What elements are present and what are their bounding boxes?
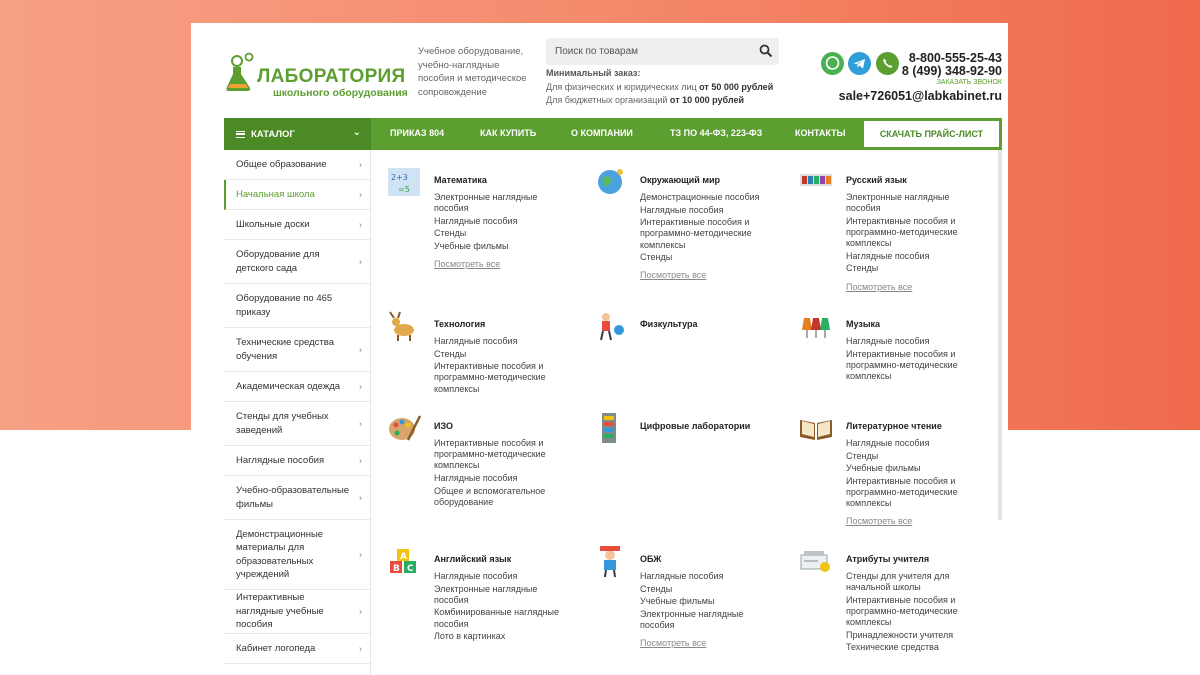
category-link[interactable]: Электронные наглядные пособия: [846, 192, 950, 214]
catalog-sidebar: [224, 150, 371, 675]
safety-kid-icon: [592, 543, 628, 579]
search-input[interactable]: [546, 38, 751, 65]
svg-text:2+3: 2+3: [391, 173, 408, 182]
chevron-right-icon: ›: [359, 417, 362, 428]
phone-number-1[interactable]: 8-800-555-25-43: [908, 51, 1002, 65]
category-pe: [578, 294, 768, 394]
category-math: [372, 150, 562, 300]
nav-item-tz[interactable]: ТЗ ПО 44-ФЗ, 223-ФЗ: [670, 128, 763, 138]
website-screenshot: [191, 23, 1008, 675]
category-link[interactable]: Интерактивные пособия и программно-методические комплексы: [846, 475, 958, 509]
category-link[interactable]: Интерактивные пособия и программно-методические комплексы: [434, 361, 546, 394]
view-all-link[interactable]: Посмотреть все: [640, 270, 707, 281]
nav-item-order-804[interactable]: ПРИКАЗ 804: [390, 128, 445, 138]
sidebar-item-academic-wear[interactable]: [224, 372, 370, 402]
view-all-link[interactable]: Посмотреть все: [640, 638, 707, 649]
chevron-right-icon: ›: [359, 491, 362, 502]
category-title[interactable]: Технология: [434, 319, 486, 329]
category-title[interactable]: ИЗО: [434, 421, 453, 431]
min-order-label: Минимальный заказ:: [546, 68, 641, 78]
chevron-right-icon: ›: [359, 158, 362, 169]
sidebar-item-order-465[interactable]: [224, 284, 370, 328]
category-link[interactable]: Стенды: [434, 348, 467, 359]
sidebar-item-technical-means[interactable]: [224, 328, 370, 372]
sidebar-item-label: Начальная школа: [236, 188, 315, 200]
sidebar-item-stands[interactable]: [224, 402, 370, 446]
category-link[interactable]: Учебные фильмы: [846, 463, 921, 474]
search-icon[interactable]: [759, 44, 773, 58]
lab-rack-icon: [592, 410, 628, 446]
view-all-link[interactable]: Посмотреть все: [434, 259, 501, 270]
category-link[interactable]: Интерактивные пособия и программно-методические комплексы: [434, 438, 546, 471]
letters-icon: [798, 164, 834, 200]
logo-title: ЛАБОРАТОРИЯ: [257, 66, 406, 87]
category-link[interactable]: Стенды: [640, 252, 673, 263]
category-link[interactable]: Общее и вспомогательное оборудование: [434, 485, 546, 507]
chevron-right-icon: ›: [359, 454, 362, 465]
category-link[interactable]: Наглядные пособия: [846, 250, 930, 261]
logo-subtitle: школьного оборудования: [273, 87, 408, 99]
sports-kid-icon: [592, 308, 628, 344]
category-link[interactable]: Электронные наглядные пособия: [434, 192, 538, 214]
catalog-label: КАТАЛОГ: [251, 128, 295, 140]
category-link[interactable]: Наглядные пособия: [846, 438, 930, 448]
flask-gear-logo-icon: [225, 52, 259, 94]
category-link[interactable]: Принадлежности учителя: [846, 629, 954, 640]
category-digital-labs: [578, 396, 768, 526]
category-english: [372, 529, 562, 659]
sidebar-item-primary-school[interactable]: [224, 180, 370, 210]
math-icon: [386, 164, 422, 200]
category-link[interactable]: Стенды для учителя для начальной школы: [846, 571, 950, 593]
category-link[interactable]: Электронные наглядные пособия: [640, 608, 744, 630]
tagline: Учебное оборудование, учебно-наглядные пособия и методическое сопровождение: [418, 46, 527, 98]
category-link[interactable]: Стенды: [640, 583, 673, 594]
svg-text:A: A: [400, 552, 407, 562]
category-title[interactable]: Литературное чтение: [846, 421, 942, 431]
category-link[interactable]: Учебные фильмы: [640, 596, 715, 607]
sidebar-item-interactive-aids[interactable]: [224, 590, 370, 634]
view-all-link[interactable]: Посмотреть все: [846, 281, 913, 292]
sidebar-item-label: Наглядные пособия: [236, 454, 325, 466]
sidebar-item-films[interactable]: [224, 476, 370, 520]
search-box: [546, 38, 779, 65]
category-links: [640, 571, 770, 651]
category-title[interactable]: Музыка: [846, 319, 881, 329]
svg-text:C: C: [407, 564, 414, 574]
globe-icon: [592, 164, 628, 200]
category-links: [434, 571, 564, 644]
category-link[interactable]: Наглядные пособия: [640, 204, 724, 215]
svg-text:=5: =5: [398, 185, 410, 194]
sidebar-item-label: Демонстрационные материалы для образовательных учреждений: [236, 528, 324, 580]
category-title[interactable]: Английский язык: [434, 554, 512, 564]
category-link[interactable]: Комбинированные наглядные пособия: [434, 607, 560, 629]
category-links: [434, 438, 564, 509]
category-link[interactable]: Электронные наглядные пособия: [434, 583, 538, 605]
catalog-button[interactable]: [224, 118, 371, 150]
sidebar-item-label: Стенды для учебных заведений: [236, 411, 329, 436]
category-title[interactable]: ОБЖ: [640, 554, 662, 564]
category-link[interactable]: Наглядные пособия: [434, 215, 518, 226]
nav-item-contacts[interactable]: КОНТАКТЫ: [795, 128, 846, 138]
deer-craft-icon: [386, 308, 422, 344]
sidebar-item-speech-therapist[interactable]: [224, 634, 370, 664]
open-book-icon: [798, 410, 834, 446]
mega-menu: [372, 150, 1002, 675]
phone-icon[interactable]: [876, 52, 899, 75]
svg-text:B: B: [393, 564, 400, 574]
sidebar-item-label: Школьные доски: [236, 218, 310, 230]
category-art: [372, 396, 562, 526]
category-links: [434, 336, 564, 396]
sidebar-item-label: Кабинет логопеда: [236, 642, 316, 654]
category-link[interactable]: Наглядные пособия: [846, 336, 930, 346]
chevron-right-icon: ›: [359, 255, 362, 266]
category-title[interactable]: Атрибуты учителя: [846, 554, 930, 564]
category-literary-reading: [784, 396, 974, 526]
category-link[interactable]: Интерактивные пособия и программно-методические комплексы: [846, 594, 958, 628]
category-link[interactable]: Интерактивные пособия и программно-методические комплексы: [640, 217, 752, 250]
category-russian: [784, 150, 974, 300]
category-links: [846, 192, 976, 294]
scrollbar[interactable]: [998, 150, 1002, 520]
nav-item-about[interactable]: О КОМПАНИИ: [571, 128, 633, 138]
main-nav: [224, 118, 1002, 150]
category-music: [784, 294, 974, 394]
abc-blocks-icon: [386, 543, 422, 579]
category-title[interactable]: Физкультура: [640, 319, 698, 329]
category-technology: [372, 294, 562, 394]
chevron-down-icon: ⌄: [352, 127, 361, 138]
category-title[interactable]: Окружающий мир: [640, 175, 721, 185]
category-links: [846, 336, 976, 384]
category-link[interactable]: Стенды: [846, 263, 879, 274]
sidebar-item-label: Технические средства обучения: [236, 337, 334, 362]
logo[interactable]: [225, 48, 408, 99]
min-order-info: [546, 67, 773, 108]
email-link[interactable]: sale+726051@labkabinet.ru: [838, 89, 1002, 103]
chevron-right-icon: ›: [359, 642, 362, 653]
paint-palette-icon: [386, 410, 422, 446]
min-order-line-1: Для физических и юридических лиц от 50 000 рублей: [546, 81, 774, 92]
category-link[interactable]: Технические средства: [846, 642, 939, 653]
category-obzh: [578, 529, 768, 659]
music-bells-icon: [798, 308, 834, 344]
chevron-right-icon: ›: [359, 605, 362, 616]
whatsapp-icon[interactable]: [821, 52, 844, 75]
callback-link[interactable]: ЗАКАЗАТЬ ЗВОНОК: [936, 79, 1002, 86]
category-title[interactable]: Математика: [434, 175, 487, 185]
category-title[interactable]: Русский язык: [846, 175, 907, 185]
sidebar-item-label: Оборудование по 465 приказу: [236, 293, 333, 318]
category-link[interactable]: Интерактивные пособия и программно-методические комплексы: [846, 215, 958, 249]
sidebar-item-kindergarten[interactable]: [224, 240, 370, 284]
category-world-around: [578, 150, 768, 300]
sidebar-item-general-education[interactable]: [224, 150, 370, 180]
phone-number-2[interactable]: 8 (499) 348-92-90: [901, 64, 1002, 78]
category-teacher-attributes: [784, 529, 974, 675]
category-link[interactable]: Учебные фильмы: [434, 240, 509, 251]
sidebar-item-label: Интерактивные наглядные учебные пособия: [236, 592, 324, 631]
min-order-line-2: Для бюджетных организаций от 10 000 рублей: [546, 95, 744, 105]
category-link[interactable]: Стенды: [434, 228, 467, 239]
category-link[interactable]: Наглядные пособия: [434, 473, 518, 483]
sidebar-item-visual-aids[interactable]: [224, 446, 370, 476]
category-links: [846, 438, 976, 529]
category-links: [434, 192, 564, 272]
teacher-supplies-icon: [798, 543, 834, 579]
category-link[interactable]: Стенды: [846, 450, 879, 461]
category-link[interactable]: Лото в картинках: [434, 631, 506, 642]
chevron-right-icon: ›: [359, 380, 362, 391]
chevron-right-icon: ›: [359, 343, 362, 354]
menu-icon: [236, 131, 245, 138]
sidebar-item-school-boards[interactable]: [224, 210, 370, 240]
category-title[interactable]: Цифровые лаборатории: [640, 421, 751, 431]
category-link[interactable]: Наглядные пособия: [434, 336, 518, 346]
category-link[interactable]: Интерактивные пособия и программно-методические комплексы: [846, 348, 958, 381]
category-link[interactable]: Наглядные пособия: [640, 571, 724, 581]
sidebar-item-label: Академическая одежда: [236, 380, 341, 392]
category-links: [640, 192, 770, 283]
category-links: [846, 571, 976, 655]
nav-item-how-to-buy[interactable]: КАК КУПИТЬ: [480, 128, 537, 138]
chevron-right-icon: ›: [359, 548, 362, 559]
chevron-right-icon: ›: [359, 218, 362, 229]
view-all-link[interactable]: Посмотреть все: [846, 516, 913, 527]
sidebar-item-label: Общее образование: [236, 158, 327, 170]
chevron-right-icon: ›: [359, 188, 362, 199]
sidebar-item-label: Учебно-образовательные фильмы: [236, 485, 350, 510]
sidebar-item-demo-materials[interactable]: [224, 520, 370, 590]
sidebar-item-label: Оборудование для детского сада: [236, 249, 320, 274]
category-link[interactable]: Наглядные пособия: [434, 571, 518, 581]
download-price-button[interactable]: СКАЧАТЬ ПРАЙС-ЛИСТ: [863, 120, 1000, 148]
telegram-icon[interactable]: [848, 52, 871, 75]
category-link[interactable]: Демонстрационные пособия: [640, 192, 760, 202]
